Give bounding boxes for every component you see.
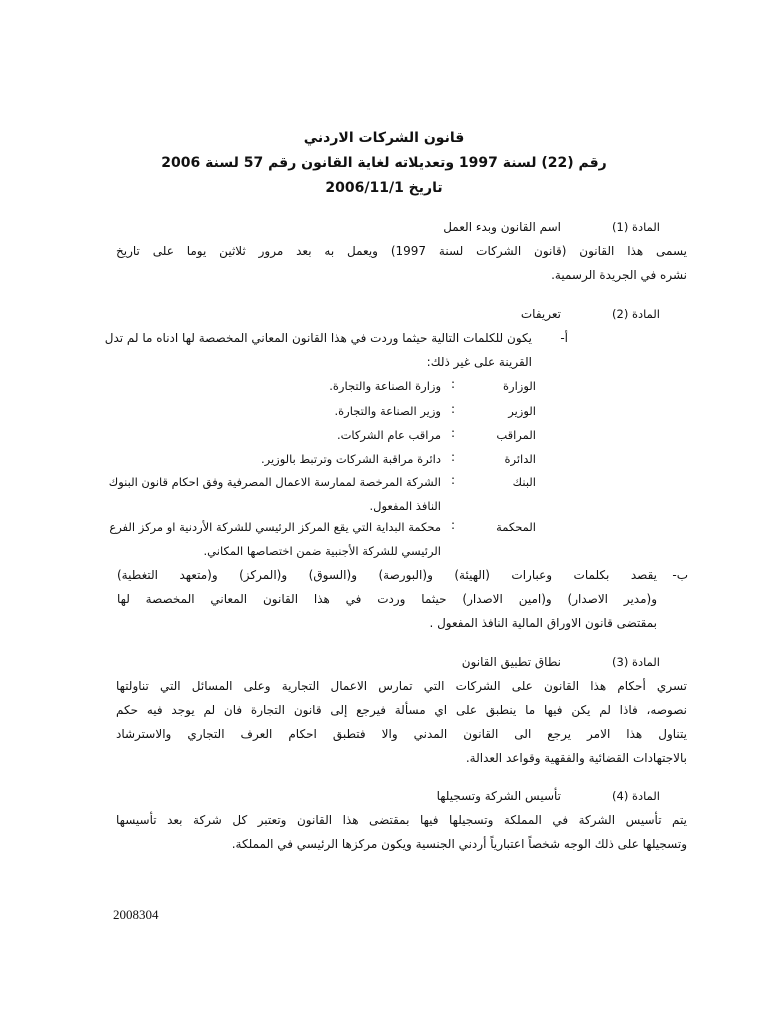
article-text-line: يتم تأسيس الشركة في المملكة وتسجيلها فيها بمقتضى هذا القانون وتعتبر كل شركة بعد تأسيسها bbox=[116, 813, 687, 827]
law-title: قانون الشركات الاردني bbox=[303, 130, 465, 146]
article-number: المادة (3) bbox=[612, 655, 660, 669]
article-text-line: تسري أحكام هذا القانون على الشركات التي تمارس الاعمال التجارية وعلى المسائل التي تناولتها bbox=[116, 679, 687, 693]
definition-colon: : bbox=[451, 518, 456, 532]
article-number: المادة (2) bbox=[612, 307, 660, 321]
definition-colon: : bbox=[451, 402, 456, 416]
definition-text: وزارة الصناعة والتجارة. bbox=[329, 379, 441, 393]
clause-text-line: يكون للكلمات التالية حيثما وردت في هذا القانون المعاني المخصصة لها ادناه ما لم تدل bbox=[104, 331, 532, 345]
article-title: تأسيس الشركة وتسجيلها bbox=[436, 789, 561, 803]
clause-text-line: و(مدير الاصدار) و(امين الاصدار) حيثما وردت في هذا القانون المعاني المخصصة لها bbox=[117, 592, 657, 606]
definition-text: مراقب عام الشركات. bbox=[336, 428, 441, 442]
law-subtitle: رقم (22) لسنة 1997 وتعديلاته لغاية القانون رقم 57 لسنة 2006 bbox=[161, 155, 607, 171]
definition-text: النافذ المفعول. bbox=[369, 499, 441, 513]
definition-colon: : bbox=[451, 426, 456, 440]
clause-text-line: يقصد بكلمات وعبارات (الهيئة) و(البورصة) و(السوق) و(المركز) و(متعهد التغطية) bbox=[117, 568, 657, 582]
document-code: 2008304 bbox=[113, 907, 159, 922]
definition-term: الوزارة bbox=[503, 379, 536, 393]
definition-term: الوزير bbox=[508, 404, 536, 418]
clause-text-line: بمقتضى قانون الاوراق المالية النافذ المفعول . bbox=[429, 616, 657, 630]
definition-term: البنك bbox=[512, 475, 536, 489]
article-text-line: يتناول هذا الامر يرجع الى القانون المدني والا فتطبق احكام العرف التجاري والاسترشاد bbox=[116, 727, 687, 741]
definition-text: الشركة المرخصة لممارسة الاعمال المصرفية وفق احكام قانون البنوك bbox=[108, 475, 441, 489]
definition-colon: : bbox=[451, 450, 456, 464]
definition-term: الدائرة bbox=[504, 452, 536, 466]
definition-text: دائرة مراقبة الشركات وترتبط بالوزير. bbox=[260, 452, 441, 466]
article-title: تعريفات bbox=[520, 307, 561, 321]
clause-marker: ب- bbox=[672, 568, 688, 582]
definition-colon: : bbox=[451, 473, 456, 487]
definition-text: الرئيسي للشركة الأجنبية ضمن اختصاصها المكاني. bbox=[203, 544, 441, 558]
clause-text-line: القرينة على غير ذلك: bbox=[426, 355, 532, 369]
article-text-line: بالاجتهادات القضائية والفقهية وقواعد العدالة. bbox=[465, 751, 687, 765]
article-text-line: نصوصه، فاذا لم يكن فيها ما ينطبق على اي مسألة فيرجع إلى قانون التجارة فان لم يوجد فيه حكم bbox=[116, 703, 687, 717]
article-number: المادة (4) bbox=[612, 789, 660, 803]
clause-marker: أ- bbox=[560, 331, 568, 345]
definition-text: وزير الصناعة والتجارة. bbox=[334, 404, 441, 418]
definition-text: محكمة البداية التي يقع المركز الرئيسي للشركة الأردنية او مركز الفرع bbox=[109, 520, 441, 534]
definition-colon: : bbox=[451, 377, 456, 391]
definition-term: المراقب bbox=[496, 428, 536, 442]
article-text-line: وتسجيلها على ذلك الوجه شخصاً اعتبارياً أردني الجنسية ويكون مركزها الرئيسي في المملكة. bbox=[231, 837, 687, 851]
article-title: نطاق تطبيق القانون bbox=[461, 655, 561, 669]
article-title: اسم القانون وبدء العمل bbox=[443, 220, 561, 234]
definition-term: المحكمة bbox=[496, 520, 536, 534]
article-text-line: نشره في الجريدة الرسمية. bbox=[551, 268, 687, 282]
law-date: تاريخ 2006/11/1 bbox=[325, 180, 443, 196]
article-number: المادة (1) bbox=[612, 220, 660, 234]
article-text-line: يسمى هذا القانون (قانون الشركات لسنة 1997) ويعمل به بعد مرور ثلاثين يوما على تاريخ bbox=[116, 244, 688, 258]
